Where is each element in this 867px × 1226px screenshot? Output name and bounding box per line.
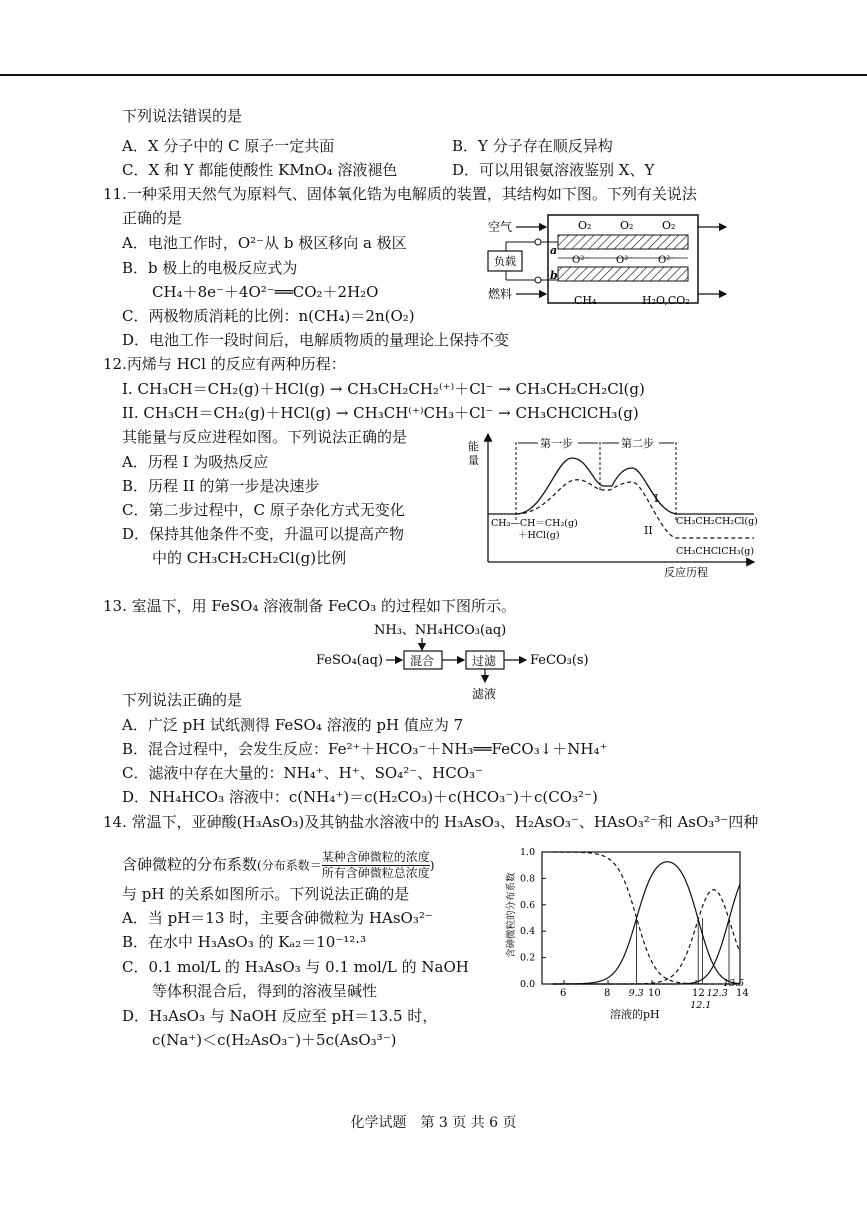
flow-filter-label: 过滤 [472,654,497,668]
energy-profile-diagram [464,430,760,580]
as-marker-label: 9.3 [628,988,644,999]
q13-stem-2: 下列说法正确的是 [122,691,243,709]
o2-ion-label-3: O²⁻ [658,255,676,266]
q14-option-b: B．在水中 H₃AsO₃ 的 Kₐ₂＝10⁻¹²·³ [122,933,367,951]
as-x-tick-label: 14 [736,988,749,999]
q14-option-a: A．当 pH＝13 时，主要含砷微粒为 HAsO₃²⁻ [122,909,433,927]
q12-path-1: I. CH₃CH＝CH₂(g)＋HCl(g) → CH₃CH₂CH₂⁽⁺⁾＋Cl⁻ → CH₃CH₂CH₂Cl(g) [122,380,645,398]
fraction-suffix: ) [429,858,435,873]
as-y-tick-label: 0.8 [520,873,536,885]
q12-stem: 12.丙烯与 HCl 的反应有两种历程： [103,355,346,373]
o2-label-2: O₂ [620,219,634,232]
flow-filtrate-label: 滤液 [472,687,497,701]
as-series-h2aso3 [553,862,740,984]
flow-mix-label: 混合 [410,654,435,668]
curve-path-i [488,458,754,514]
q11-option-b: B．b 极上的电极反应式为 [122,259,298,277]
top-rule [0,74,867,76]
step2-label: 第二步 [621,437,654,450]
energy-ylabel-1: 能 [468,440,479,453]
q12-option-a: A．历程 I 为吸热反应 [122,453,269,471]
as-y-tick-label: 0.2 [520,952,536,964]
reactant-label-1: CH₃—CH＝CH₂(g) [491,518,578,529]
as-y-tick-label: 1.0 [520,847,536,858]
products-label: H₂O,CO₂ [642,294,690,307]
reactant-label-2: ＋HCl(g) [518,530,560,541]
as-marker-label: 13.5 [723,978,745,989]
q14-option-c: C．0.1 mol/L 的 H₃AsO₃ 与 0.1 mol/L 的 NaOH [122,958,469,976]
as-x-tick-label: 10 [648,988,661,999]
q13-stem: 13. 室温下，用 FeSO₄ 溶液制备 FeCO₃ 的过程如下图所示。 [103,597,516,615]
as-plot-frame [542,852,740,984]
q12-option-b: B．历程 II 的第一步是决速步 [122,477,320,495]
q12-stem-2: 其能量与反应进程如图。下列说法正确的是 [122,428,408,446]
curve-i-label: I [654,492,659,505]
as-series-haso3 [553,890,740,984]
q13-option-d: D．NH₄HCO₃ 溶液中：c(NH₄⁺)＝c(H₂CO₃)＋c(HCO₃⁻)＋c(CO₃²⁻) [122,788,598,806]
step1-label: 第一步 [540,437,573,450]
q10-option-d: D．可以用银氨溶液鉴别 X、Y [452,161,655,179]
electrode-b-label: b [550,269,558,282]
flow-product-label: FeCO₃(s) [530,653,589,668]
q11-stem-cont: 正确的是 [122,209,183,227]
q11-option-d: D．电池工作一段时间后，电解质物质的量理论上保持不变 [122,331,510,349]
q12-option-d: D．保持其他条件不变，升温可以提高产物 [122,525,405,543]
q14-option-d: D．H₃AsO₃ 与 NaOH 反应至 pH＝13.5 时， [122,1007,438,1025]
q13-option-b: B．混合过程中，会发生反应：Fe²⁺＋HCO₃⁻＋NH₃══FeCO₃↓＋NH₄⁺ [122,740,608,758]
q14-stem-2 [122,850,434,881]
fraction-prefix: (分布系数＝ [257,858,322,873]
q14-stem-2-text: 含砷微粒的分布系数 [122,855,258,874]
q11-option-a: A．电池工作时，O²⁻从 b 极区移向 a 极区 [122,234,407,252]
energy-ylabel-2: 量 [468,454,479,467]
as-x-tick-label: 6 [560,988,567,999]
distribution-fraction [322,850,430,881]
as-marker-label: 12.3 [706,988,728,999]
energy-xlabel: 反应历程 [664,566,708,579]
q14-option-c-cont: 等体积混合后，得到的溶液呈碱性 [152,982,378,1000]
as-xlabel: 溶液的pH [610,1008,660,1021]
q10-option-b: B．Y 分子存在顺反异构 [452,137,613,155]
fuel-label: 燃料 [488,287,513,301]
q11-option-b-equation: CH₄＋8e⁻＋4O²⁻══CO₂＋2H₂O [152,283,379,301]
q10-option-c: C．X 和 Y 都能使酸性 KMnO₄ 溶液褪色 [122,161,398,179]
q13-option-c: C．滤液中存在大量的：NH₄⁺、H⁺、SO₄²⁻、HCO₃⁻ [122,764,483,782]
flow-start-label: FeSO₄(aq) [316,653,383,668]
flow-reagent-label: NH₃、NH₄HCO₃(aq) [374,623,507,638]
as-ylabel: 含砷微粒的分布系数 [506,872,517,958]
fraction-numerator: 某种含砷微粒的浓度 [321,850,430,864]
o2-ion-label-1: O²⁻ [572,255,590,266]
q14-stem-3: 与 pH 的关系如图所示。下列说法正确的是 [122,885,410,903]
as-y-tick-label: 0.4 [520,926,536,938]
electrode-a-label: a [550,244,558,257]
as-x-tick-label: 8 [604,988,611,999]
q14-option-d-cont: c(Na⁺)＜c(H₂AsO₃⁻)＋5c(AsO₃³⁻) [152,1031,397,1049]
q10-option-a: A．X 分子中的 C 原子一定共面 [122,137,335,155]
as-y-tick-label: 0.6 [520,899,536,911]
product-label-1: CH₃CH₂CH₂Cl(g) [676,516,758,527]
as-series-aso3 [553,884,740,984]
ch4-label: CH₄ [574,294,597,307]
as-x-tick-label: 12 [692,988,705,999]
q13-option-a: A．广泛 pH 试纸测得 FeSO₄ 溶液的 pH 值应为 7 [122,716,464,734]
q12-path-2: II. CH₃CH＝CH₂(g)＋HCl(g) → CH₃CH⁽⁺⁾CH₃＋Cl⁻ → CH₃CHClCH₃(g) [122,404,639,422]
q14-stem: 14. 常温下，亚砷酸(H₃AsO₃)及其钠盐水溶液中的 H₃AsO₃、H₂AsO₃⁻、HAsO₃²⁻和 AsO₃³⁻四种 [103,813,759,831]
q10-stem: 下列说法错误的是 [122,107,243,125]
curve-ii-label: II [644,524,653,537]
load-label: 负载 [494,255,516,268]
arsenic-distribution-chart [500,838,762,1028]
as-series-h3aso3 [553,852,740,984]
q12-option-c: C．第二步过程中，C 原子杂化方式无变化 [122,501,405,519]
as-y-tick-label: 0.0 [520,979,536,990]
o2-ion-label-2: O²⁻ [616,255,634,266]
as-marker-label: 12.1 [690,1000,712,1011]
o2-label-3: O₂ [662,219,676,232]
product-label-2: CH₃CHClCH₃(g) [676,546,755,557]
q12-option-d-cont: 中的 CH₃CH₂CH₂Cl(g)比例 [152,549,347,567]
fuel-cell-diagram [486,207,736,311]
o2-label-1: O₂ [578,219,592,232]
process-flow-diagram [300,620,630,710]
page-footer: 化学试题 第 3 页 共 6 页 [350,1115,517,1131]
q11-stem: 11.一种采用天然气为原料气、固体氧化锆为电解质的装置，其结构如下图。下列有关说法 [103,185,697,203]
q11-option-c: C．两极物质消耗的比例：n(CH₄)＝2n(O₂) [122,307,415,325]
fraction-denominator: 所有含砷微粒总浓度 [321,866,430,880]
air-label: 空气 [488,220,513,234]
